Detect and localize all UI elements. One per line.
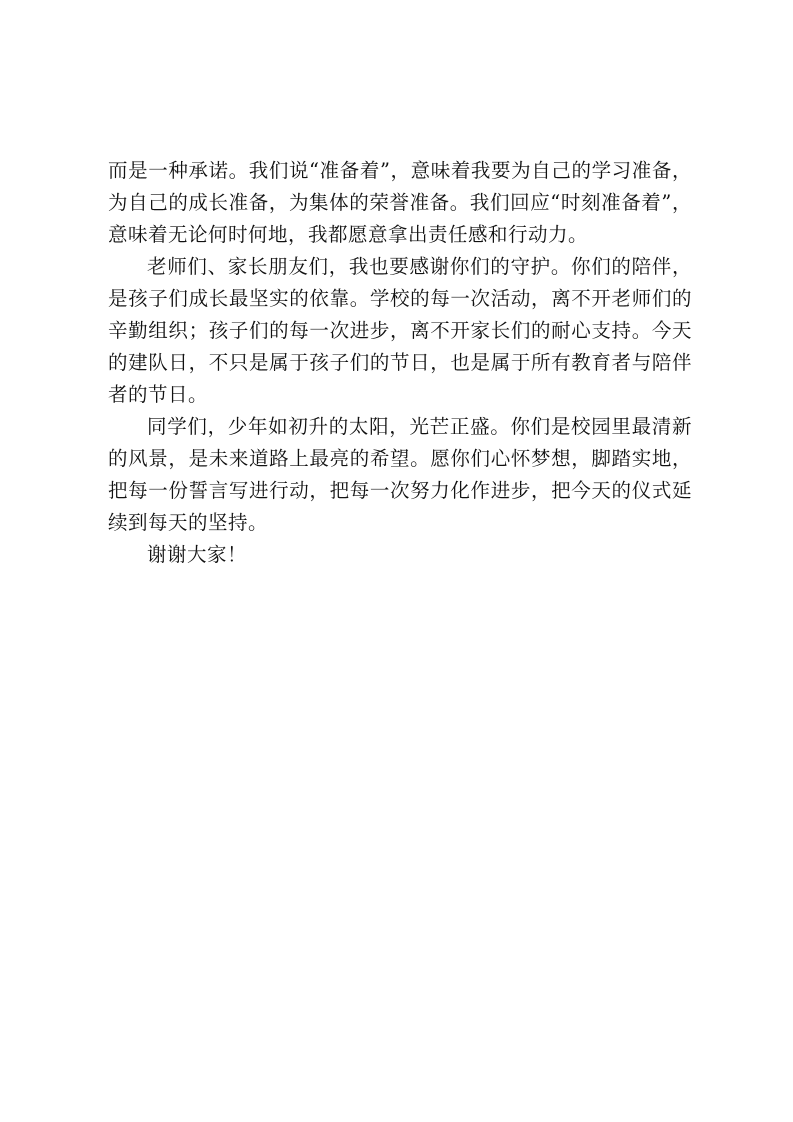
paragraph-continuation: 而是一种承诺。我们说“准备着”，意味着我要为自己的学习准备，为自己的成长准备，为集体的荣誉准备。我们回应“时刻准备着”，意味着无论何时何地，我都愿意拿出责任感和行动力。 xyxy=(108,159,692,246)
paragraph-students-wishes: 同学们，少年如初升的太阳，光芒正盛。你们是校园里最清新的风景，是未来道路上最亮的希望。愿你们心怀梦想，脚踏实地，把每一份誓言写进行动，把每一次努力化作进步，把今天的仪式延续到每天的坚持。 xyxy=(108,415,692,534)
paragraph-closing: 谢谢大家！ xyxy=(147,543,248,566)
paragraph-thanks-teachers-parents: 老师们、家长朋友们，我也要感谢你们的守护。你们的陪伴，是孩子们成长最坚实的依靠。学校的每一次活动，离不开老师们的辛勤组织；孩子们的每一次进步，离不开家长们的耐心支持。今天的建队日，不只是属于孩子们的节日，也是属于所有教育者与陪伴者的节日。 xyxy=(108,255,692,406)
document-body xyxy=(108,155,692,571)
